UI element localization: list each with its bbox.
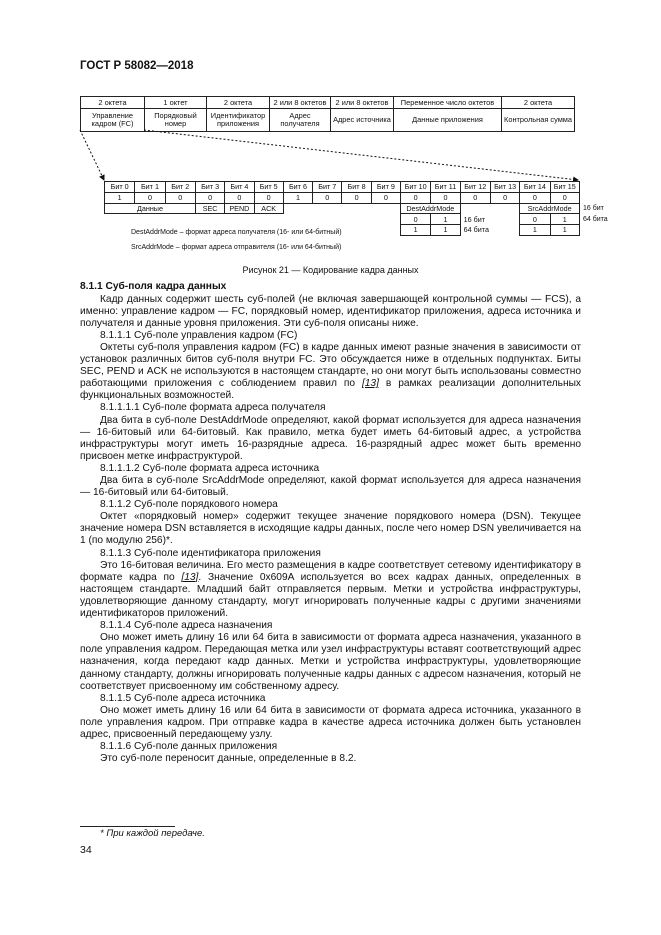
- bit-header: Бит 8: [342, 182, 371, 193]
- subsection-heading: 8.1.1.6 Суб-поле данных приложения: [100, 741, 278, 753]
- paragraph: Это 16-битовая величина. Его место размещения в кадре соответствует сетевому идентификатору в формате кадра по [13]. Значение 0x609A используется во всех кадрах данных, определенных в настоящем стандарте. Младший байт отправляется первым. Метки и устройства инфраструктуры, удовлетворяющие данному стандарту, могут игнорировать полученные кадры с другими значениями идентификаторов приложений.: [80, 559, 581, 620]
- right-dashed-arrow: [144, 130, 578, 180]
- body-text: [80, 280, 581, 765]
- frame-name-cell: Данные приложения: [394, 109, 502, 132]
- src-addr-mode-label: SrcAddrMode: [520, 203, 580, 214]
- frame-control-bits-table: [104, 181, 580, 236]
- paragraph: Октеты суб-поля управления кадром (FC) в кадре данных имеют разные значения в зависимости от установок различных битов суб-поля внутри FC. Это обсуждается ниже в отдельных подпунктах. Биты SEC, PEND и ACK не используются в настоящем стандарте, но они могут быть использованы совместно работающими приложения с соблюдением правил по [13] в рамках реализации дополнительных функциональных возможностей.: [80, 341, 581, 402]
- paragraph: Два бита в суб-поле SrcAddrMode определяют, какой формат используется для адреса назначения — 16-битовый или 64-битовый.: [80, 475, 581, 499]
- src-64-bit0: 1: [520, 225, 550, 236]
- frame-size-cell: 2 октета: [207, 97, 270, 109]
- bit-value: 0: [313, 192, 342, 203]
- bit-header: Бит 6: [283, 182, 312, 193]
- src-addr-note: SrcAddrMode – формат адреса отправителя (16- или 64-битный): [131, 244, 342, 251]
- bit-header: Бит 9: [371, 182, 400, 193]
- paragraph: Оно может иметь длину 16 или 64 бита в зависимости от формата адреса источника, указанного в поле управления кадром. При отправке кадра в качестве адреса источника должен быть установлен адрес, присвоенный передающему узлу.: [80, 704, 581, 740]
- bit-value: 0: [371, 192, 400, 203]
- frame-name-cell: Адрес источника: [331, 109, 394, 132]
- dest-16-label: 16 бит: [463, 214, 486, 224]
- bit-value: 0: [135, 192, 165, 203]
- frame-size-cell: Переменное число октетов: [394, 97, 502, 109]
- frame-name-cell: Управление кадром (FC): [81, 109, 145, 132]
- left-dashed-arrow: [80, 130, 104, 180]
- bit-value: 1: [283, 192, 312, 203]
- frame-size-cell: 2 или 8 октетов: [270, 97, 331, 109]
- dest-64-bit0: 1: [401, 225, 431, 236]
- bit-value: 0: [490, 192, 519, 203]
- dest-addr-note: DestAddrMode – формат адреса получателя (16- или 64-битный): [131, 229, 342, 236]
- bit-header: Бит 0: [105, 182, 135, 193]
- src-64-bit1: 1: [550, 225, 579, 236]
- bit-header: Бит 2: [165, 182, 195, 193]
- paragraph: Оно может иметь длину 16 или 64 бита в зависимости от формата адреса назначения, указанного в поле управления кадром. Передающая метка или узел инфраструктуры вставят соответствующий адрес назначения, когда передают кадр данных. Метки и устройства инфраструктуры, удовлетворяющие данному стандарту, должны игнорировать полученные кадры данных с адресом назначения, который не соответствует присвоенному им собственному адресу.: [80, 632, 581, 692]
- bit-header: Бит 1: [135, 182, 165, 193]
- dest-16-bit1: 1: [431, 214, 460, 225]
- bit-header: Бит 7: [313, 182, 342, 193]
- bit-value: 0: [342, 192, 371, 203]
- bit-value: 0: [520, 192, 550, 203]
- bit-value: 0: [431, 192, 460, 203]
- sec-label: SEC: [195, 203, 224, 214]
- subsection-heading: 8.1.1.3 Суб-поле идентификатора приложения: [100, 547, 321, 559]
- frame-size-cell: 1 октет: [145, 97, 207, 109]
- figure-caption: Рисунок 21 — Кодирование кадра данных: [242, 265, 419, 275]
- dest-addr-mode-label: DestAddrMode: [401, 203, 461, 214]
- bit-value: 0: [550, 192, 579, 203]
- footnote-separator: [80, 826, 175, 827]
- section-heading: 8.1.1 Суб-поля кадра данных: [80, 281, 227, 292]
- pend-label: PEND: [225, 203, 254, 214]
- footnote: * При каждой передаче.: [100, 828, 205, 839]
- bit-header: Бит 12: [460, 182, 490, 193]
- bit-value: 0: [165, 192, 195, 203]
- paragraph: Два бита в суб-поле DestAddrMode определяют, какой формат используется для адреса назначения — 16-битовый или 64-битовый. Как правило, метка будет иметь 64-битовый адрес, а устройства инфраструктуры могут иметь 16-разрядные адреса. 16-разрядный адрес может быть временно присвоен метке инфраструктурой.: [80, 414, 581, 462]
- bit-header: Бит 10: [401, 182, 431, 193]
- subsection-heading: 8.1.1.1.2 Суб-поле формата адреса источника: [100, 462, 320, 474]
- frame-size-cell: 2 октета: [502, 97, 575, 109]
- bit-header: Бит 14: [520, 182, 550, 193]
- bit-header: Бит 3: [195, 182, 224, 193]
- subsection-heading: 8.1.1.5 Суб-поле адреса источника: [100, 692, 266, 704]
- src-16-label: 16 бит: [583, 205, 604, 212]
- src-16-bit0: 0: [520, 214, 550, 225]
- frame-name-cell: Идентификатор приложения: [207, 109, 270, 132]
- bit-header: Бит 13: [490, 182, 519, 193]
- paragraph: Октет «порядковый номер» содержит текущее значение порядкового номера (DSN). Текущее значение номера DSN вставляется в исходящие кадры данных, после чего номер DSN увеличивается на 1 (по модулю 256)*.: [80, 511, 581, 547]
- dest-64-label: 64 бита: [463, 225, 489, 235]
- paragraph: Кадр данных содержит шесть суб-полей (не включая завершающей контрольной суммы — FCS), а именно: управление кадром — FC, порядковый номер, идентификатор приложения, адреса источника и получателя и данные уровня приложения. Эти суб-поля описаны ниже.: [80, 293, 581, 329]
- dest-16-bit0: 0: [401, 214, 431, 225]
- bit-value: 0: [225, 192, 254, 203]
- ack-label: ACK: [254, 203, 283, 214]
- bit-value: 0: [195, 192, 224, 203]
- frame-name-cell: Порядковый номер: [145, 109, 207, 132]
- frame-size-cell: 2 или 8 октетов: [331, 97, 394, 109]
- document-header: ГОСТ Р 58082—2018: [80, 60, 194, 72]
- expansion-arrows: [0, 0, 661, 200]
- bit-value: 0: [254, 192, 283, 203]
- page-number: 34: [80, 844, 92, 856]
- bit-header: Бит 15: [550, 182, 579, 193]
- reference-link[interactable]: [13]: [361, 378, 379, 390]
- subsection-heading: 8.1.1.1 Суб-поле управления кадром (FC): [100, 329, 298, 341]
- reference-link[interactable]: [13]: [181, 571, 199, 583]
- subsection-heading: 8.1.1.1.1 Суб-поле формата адреса получателя: [100, 402, 326, 414]
- bit-value: 0: [401, 192, 431, 203]
- bit-header: Бит 5: [254, 182, 283, 193]
- subsection-heading: 8.1.1.2 Суб-поле порядкового номера: [100, 499, 278, 511]
- bit-value: 0: [460, 192, 490, 203]
- frame-name-cell: Адрес получателя: [270, 109, 331, 132]
- bit-header: Бит 11: [431, 182, 460, 193]
- src-16-bit1: 1: [550, 214, 579, 225]
- src-64-label: 64 бита: [583, 216, 608, 223]
- bit-value: 1: [105, 192, 135, 203]
- data-field-label: Данные: [105, 203, 196, 214]
- paragraph: Это суб-поле переносит данные, определенные в 8.2.: [100, 753, 357, 765]
- frame-size-cell: 2 октета: [81, 97, 145, 109]
- bit-header: Бит 4: [225, 182, 254, 193]
- subsection-heading: 8.1.1.4 Суб-поле адреса назначения: [100, 620, 273, 632]
- dest-64-bit1: 1: [431, 225, 460, 236]
- frame-name-cell: Контрольная сумма: [502, 109, 575, 132]
